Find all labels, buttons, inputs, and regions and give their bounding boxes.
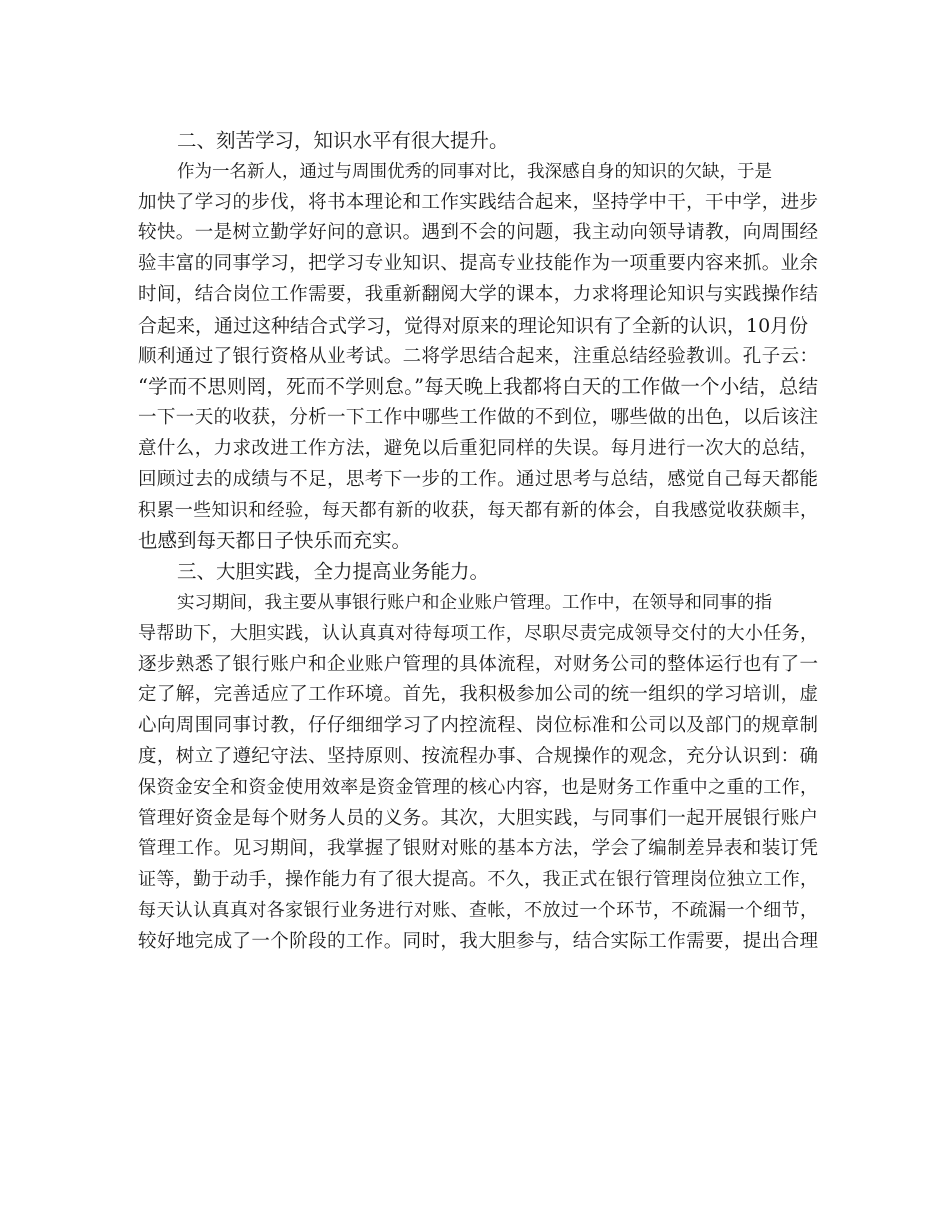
- paragraph-line: 定了解，完善适应了工作环境。首先，我积极参加公司的统一组织的学习培训，虚: [138, 684, 818, 706]
- paragraph-line: 管理好资金是每个财务人员的义务。其次，大胆实践，与同事们一起开展银行账户: [138, 807, 818, 829]
- paragraph-line: 加快了学习的步伐，将书本理论和工作实践结合起来，坚持学中干，干中学，进步: [138, 191, 818, 213]
- paragraph-line: 回顾过去的成绩与不足，思考下一步的工作。通过思考与总结，感觉自己每天都能: [138, 468, 818, 490]
- heading-line: 三、大胆实践，全力提高业务能力。: [177, 560, 490, 584]
- paragraph-line: 证等，勤于动手，操作能力有了很大提高。不久，我正式在银行管理岗位独立工作，: [138, 869, 818, 891]
- document-body: [138, 126, 818, 958]
- section-heading-2: [138, 126, 818, 157]
- paragraph-line: “学而不思则罔，死而不学则怠。”每天晚上我都将白天的工作做一个小结，总结: [138, 375, 818, 399]
- paragraph-line: 意什么，力求改进工作方法，避免以后重犯同样的失误。每月进行一次大的总结，: [138, 437, 818, 459]
- paragraph-line: 作为一名新人，通过与周围优秀的同事对比，我深感自身的知识的欠缺，于是: [177, 161, 772, 182]
- paragraph-line: 每天认认真真对各家银行业务进行对账、查帐，不放过一个环节，不疏漏一个细节，: [138, 899, 818, 921]
- paragraph-line: 管理工作。见习期间，我掌握了银财对账的基本方法，学会了编制差异表和装订凭: [138, 838, 818, 860]
- heading-line: 二、刻苦学习，知识水平有很大提升。: [177, 129, 509, 152]
- paragraph-line: 心向周围同事讨教，仔仔细细学习了内控流程、岗位标准和公司以及部门的规章制: [138, 715, 818, 737]
- paragraph-line: 保资金安全和资金使用效率是资金管理的核心内容，也是财务工作重中之重的工作，: [138, 776, 818, 798]
- paragraph-line: 实习期间，我主要从事银行账户和企业账户管理。工作中，在领导和同事的指: [177, 592, 772, 613]
- paragraph-line: 较好地完成了一个阶段的工作。同时，我大胆参与，结合实际工作需要，提出合理: [138, 930, 818, 952]
- paragraph-line: 逐步熟悉了银行账户和企业账户管理的具体流程，对财务公司的整体运行也有了一: [138, 653, 818, 675]
- paragraph-line: 导帮助下，大胆实践，认认真真对待每项工作，尽职尽责完成领导交付的大小任务，: [138, 622, 818, 644]
- paragraph-line: 顺利通过了银行资格从业考试。二将学思结合起来，注重总结经验教训。孔子云：: [138, 345, 818, 367]
- paragraph-line: 时间，结合岗位工作需要，我重新翻阅大学的课本，力求将理论知识与实践操作结: [138, 283, 818, 305]
- paragraph-line: 度，树立了遵纪守法、坚持原则、按流程办事、合规操作的观念，充分认识到：确: [138, 745, 818, 767]
- paragraph-study: [138, 157, 818, 557]
- paragraph-line: 较快。一是树立勤学好问的意识。遇到不会的问题，我主动向领导请教，向周围经: [138, 222, 818, 244]
- paragraph-line: 合起来，通过这种结合式学习，觉得对原来的理论知识有了全新的认识，10月份: [138, 314, 809, 337]
- paragraph-practice: [138, 588, 818, 958]
- paragraph-line: 也感到每天都日子快乐而充实。: [138, 529, 412, 553]
- section-heading-3: [138, 557, 818, 588]
- paragraph-line: 积累一些知识和经验，每天都有新的收获，每天都有新的体会，自我感觉收获颇丰，: [138, 499, 818, 521]
- paragraph-line: 验丰富的同事学习，把学习专业知识、提高专业技能作为一项重要内容来抓。业余: [138, 253, 818, 275]
- paragraph-line: 一下一天的收获，分析一下工作中哪些工作做的不到位，哪些做的出色，以后该注: [138, 407, 818, 429]
